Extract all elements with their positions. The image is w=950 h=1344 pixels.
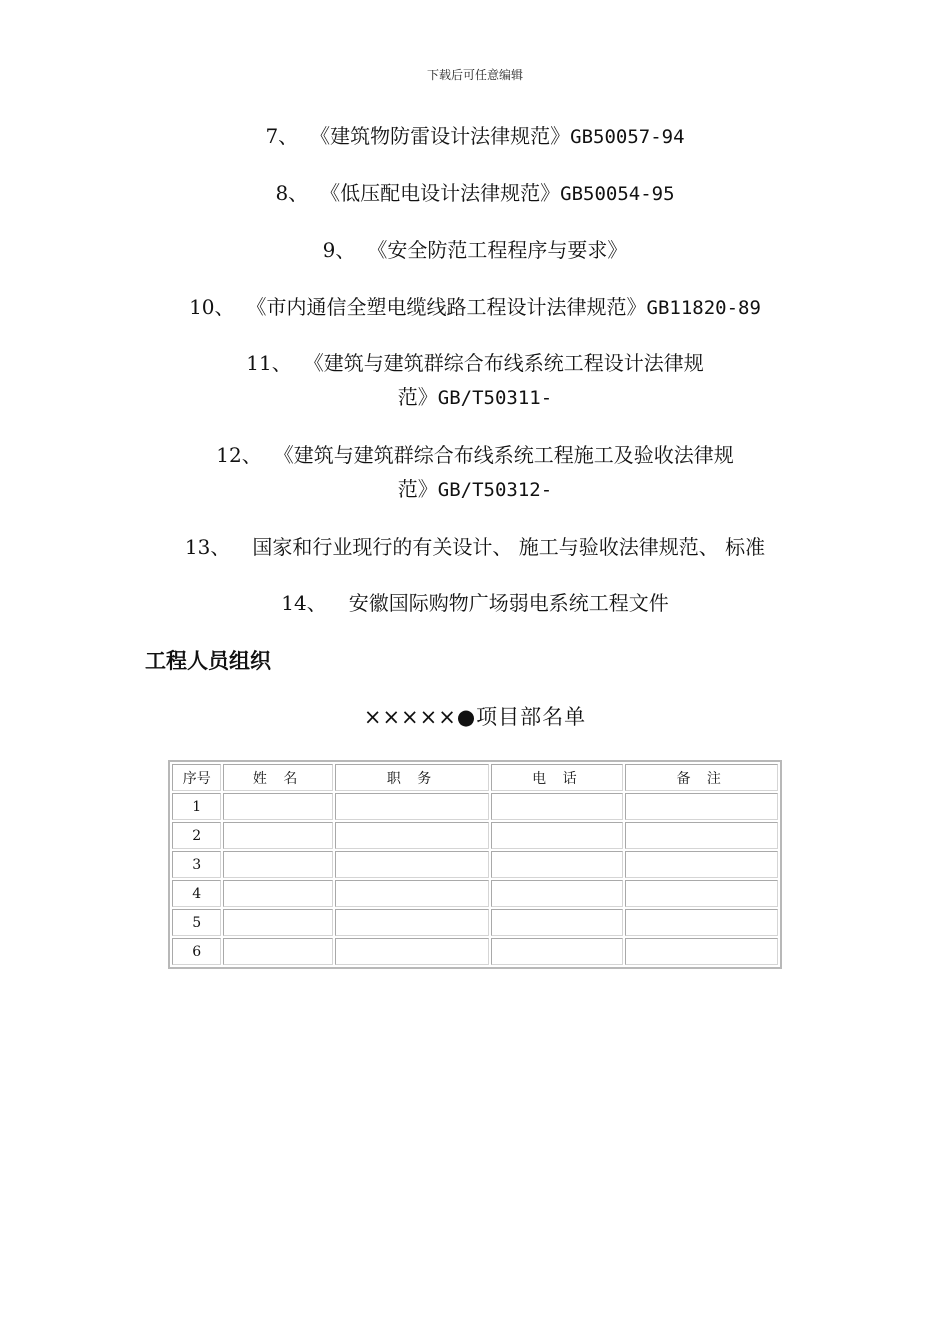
header-note: 下载后可任意编辑 [426, 68, 523, 82]
header-phone: 电 话 [491, 764, 623, 791]
reference-item-7 [0, 119, 950, 154]
table-title: ×××××●项目部名单 [363, 705, 587, 729]
cell-name [223, 851, 332, 878]
cell-seq: 1 [172, 793, 221, 820]
section-title: 工程人员组织 [145, 649, 271, 673]
cell-note [625, 793, 778, 820]
reference-item-12 [0, 438, 950, 507]
table-row [172, 793, 778, 820]
reference-item-11 [0, 346, 950, 415]
reference-item-10 [0, 290, 950, 325]
cell-seq: 4 [172, 880, 221, 907]
reference-code: GB/T50311- [437, 387, 553, 409]
cell-role [335, 909, 490, 936]
table-row [172, 938, 778, 965]
roster-table [168, 760, 782, 969]
cell-phone [491, 793, 623, 820]
cell-role [335, 793, 490, 820]
cell-note [625, 909, 778, 936]
reference-number: 10、 [189, 295, 235, 319]
table-row [172, 880, 778, 907]
cell-phone [491, 851, 623, 878]
cell-note [625, 851, 778, 878]
table-header-row [172, 764, 778, 791]
cell-phone [491, 909, 623, 936]
cell-role [335, 880, 490, 907]
reference-title: 《建筑与建筑群综合布线系统工程设计法律规 [313, 351, 704, 375]
cell-note [625, 938, 778, 965]
cell-note [625, 880, 778, 907]
header-role: 职 务 [335, 764, 490, 791]
reference-number: 7、 [265, 124, 299, 148]
cell-phone [491, 938, 623, 965]
cell-name [223, 793, 332, 820]
reference-code: GB50057-94 [570, 126, 685, 148]
reference-number: 14、 [281, 591, 327, 615]
reference-code: GB11820-89 [646, 297, 761, 319]
reference-title: 《建筑物防雷设计法律规范》 [320, 124, 571, 148]
reference-code: GB/T50312- [437, 479, 553, 501]
cell-name [223, 938, 332, 965]
header-note: 备 注 [625, 764, 778, 791]
reference-title: 《低压配电设计法律规范》 [330, 181, 561, 205]
header-name: 姓 名 [223, 764, 332, 791]
reference-title: 《建筑与建筑群综合布线系统工程施工及验收法律规 [283, 443, 734, 467]
reference-number: 11、 [246, 351, 292, 375]
table-row [172, 909, 778, 936]
reference-title-continued: 范》 [397, 477, 438, 501]
reference-item-9 [0, 233, 950, 267]
cell-role [335, 851, 490, 878]
table-row [172, 851, 778, 878]
cell-note [625, 822, 778, 849]
reference-title-continued: 范》 [397, 385, 438, 409]
reference-number: 9、 [322, 238, 356, 262]
cell-name [223, 909, 332, 936]
cell-seq: 5 [172, 909, 221, 936]
table-row [172, 822, 778, 849]
cell-name [223, 822, 332, 849]
cell-phone [491, 880, 623, 907]
reference-code: GB50054-95 [560, 183, 675, 205]
reference-title: 安徽国际购物广场弱电系统工程文件 [348, 591, 669, 615]
cell-role [335, 938, 490, 965]
reference-number: 13、 [184, 535, 231, 559]
cell-seq: 2 [172, 822, 221, 849]
cell-name [223, 880, 332, 907]
header-seq: 序号 [172, 764, 221, 791]
reference-title: 《市内通信全塑电缆线路工程设计法律规范》 [256, 295, 647, 319]
cell-seq: 3 [172, 851, 221, 878]
reference-number: 8、 [275, 181, 309, 205]
reference-item-8 [0, 176, 950, 211]
reference-title: 《安全防范工程程序与要求》 [377, 238, 628, 262]
reference-item-14 [0, 586, 950, 620]
cell-seq: 6 [172, 938, 221, 965]
reference-item-13 [0, 530, 950, 564]
reference-title: 国家和行业现行的有关设计、 施工与验收法律规范、 标准 [252, 535, 766, 559]
cell-phone [491, 822, 623, 849]
cell-role [335, 822, 490, 849]
reference-number: 12、 [216, 443, 262, 467]
